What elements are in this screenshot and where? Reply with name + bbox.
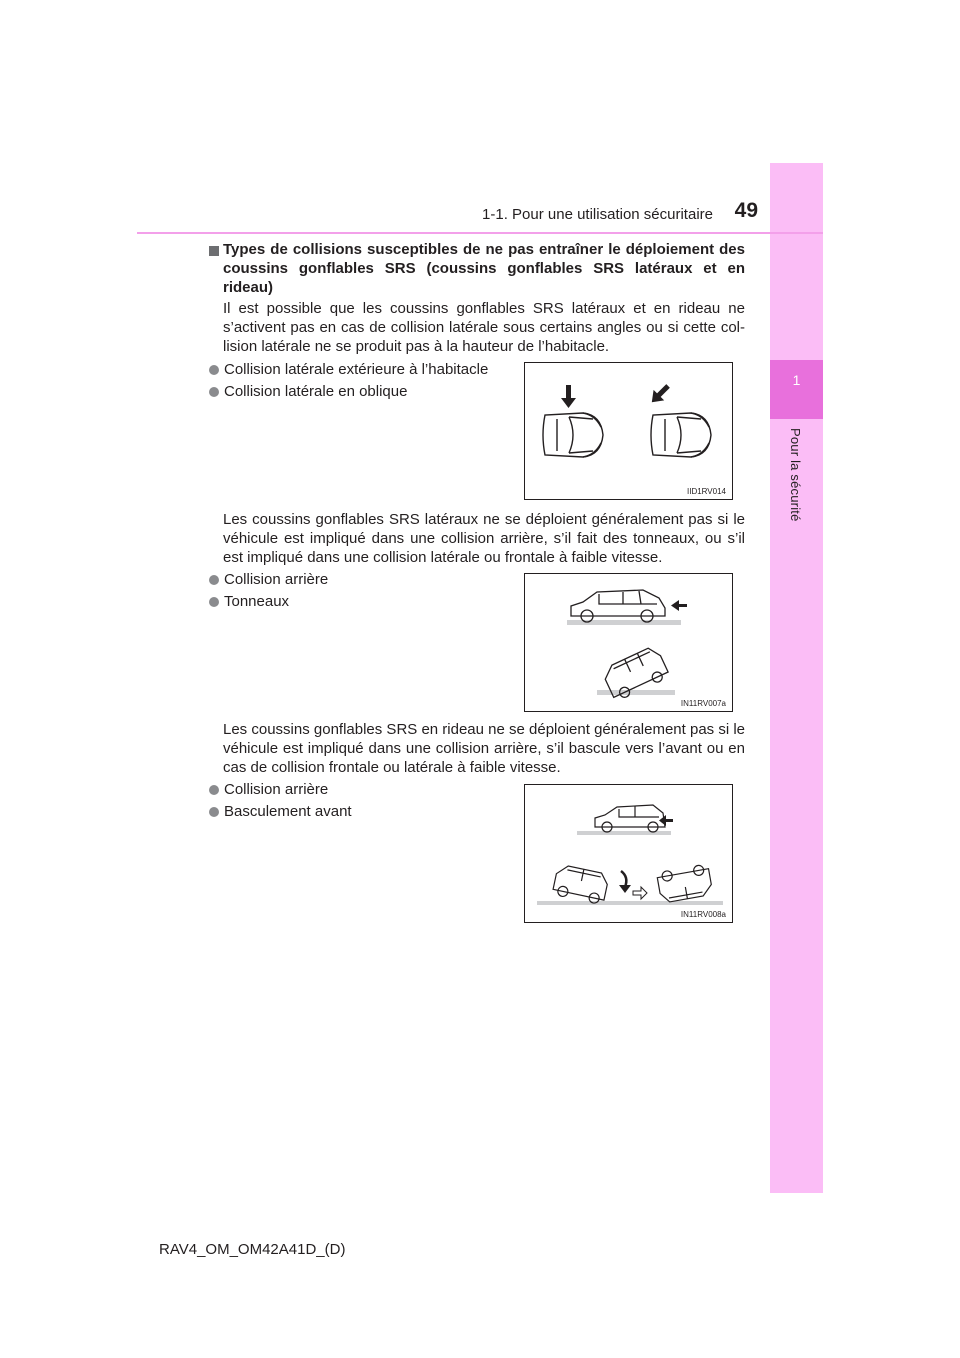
list-item-label: Basculement avant [224, 803, 352, 820]
list-item-label: Collision arrière [224, 781, 329, 798]
chapter-tab [770, 360, 823, 419]
figure-rear-collision-rollover [524, 573, 733, 712]
figure-id: IN11RV007a [680, 699, 726, 708]
chapter-label: Pour la sécurité [788, 428, 803, 522]
list-item [209, 360, 488, 380]
figure-side-collision [524, 362, 733, 500]
chapter-number: 1 [792, 372, 801, 388]
bullet-icon [209, 365, 219, 375]
paragraph: Les coussins gonflables SRS en rideau ne se déploient généralement pas si le véhicule est impliqué dans une collision arrière, s’il bascule vers l’avant ou en cas de collision frontale ou latérale à faible vitesse. [223, 721, 745, 776]
section-heading: Types de collisions susceptibles de ne pas entraîner le déploiement des coussins gonflables SRS (coussins gonflables SRS latéraux et en rideau) [223, 241, 745, 296]
list-item [209, 382, 407, 402]
paragraph: Les coussins gonflables SRS latéraux ne se déploient généralement pas si le véhicule est impliqué dans une collision arrière, s’il fait des tonneaux, ou s’il est impliqué dans une collision latérale ou frontale à faible vitesse. [223, 511, 745, 566]
side-tab-band [770, 163, 823, 1193]
figure-id: IID1RV014 [687, 487, 726, 496]
figure-rear-collision-forward-tip [524, 784, 733, 923]
figure-id: IN11RV008a [680, 910, 726, 919]
bullet-icon [209, 387, 219, 397]
list-item-label: Collision latérale extérieure à l’habitacle [224, 361, 489, 378]
bullet-icon [209, 575, 219, 585]
header-rule [137, 232, 823, 234]
paragraph: Il est possible que les coussins gonflables SRS latéraux et en rideau ne s’activent pas en cas de collision latérale sous certains angles ou si cette col-lision latérale ne se produit pas à la hauteur de l’habitacle. [223, 300, 745, 355]
heading-square-icon [209, 246, 219, 256]
list-item-label: Collision latérale en oblique [224, 383, 408, 400]
section-title: 1-1. Pour une utilisation sécuritaire [482, 206, 713, 223]
page-number: 49 [734, 199, 758, 222]
bullet-icon [209, 597, 219, 607]
bullet-icon [209, 807, 219, 817]
car-side-view-illustration [525, 574, 732, 711]
bullet-icon [209, 785, 219, 795]
list-item [209, 780, 328, 800]
list-item [209, 570, 328, 590]
list-item-label: Tonneaux [224, 593, 290, 610]
list-item [209, 802, 352, 822]
car-rollover-illustration [525, 785, 732, 922]
document-code: RAV4_OM_OM42A41D_(D) [159, 1241, 346, 1258]
list-item [209, 592, 289, 612]
list-item-label: Collision arrière [224, 571, 329, 588]
car-top-view-illustration [525, 363, 732, 499]
